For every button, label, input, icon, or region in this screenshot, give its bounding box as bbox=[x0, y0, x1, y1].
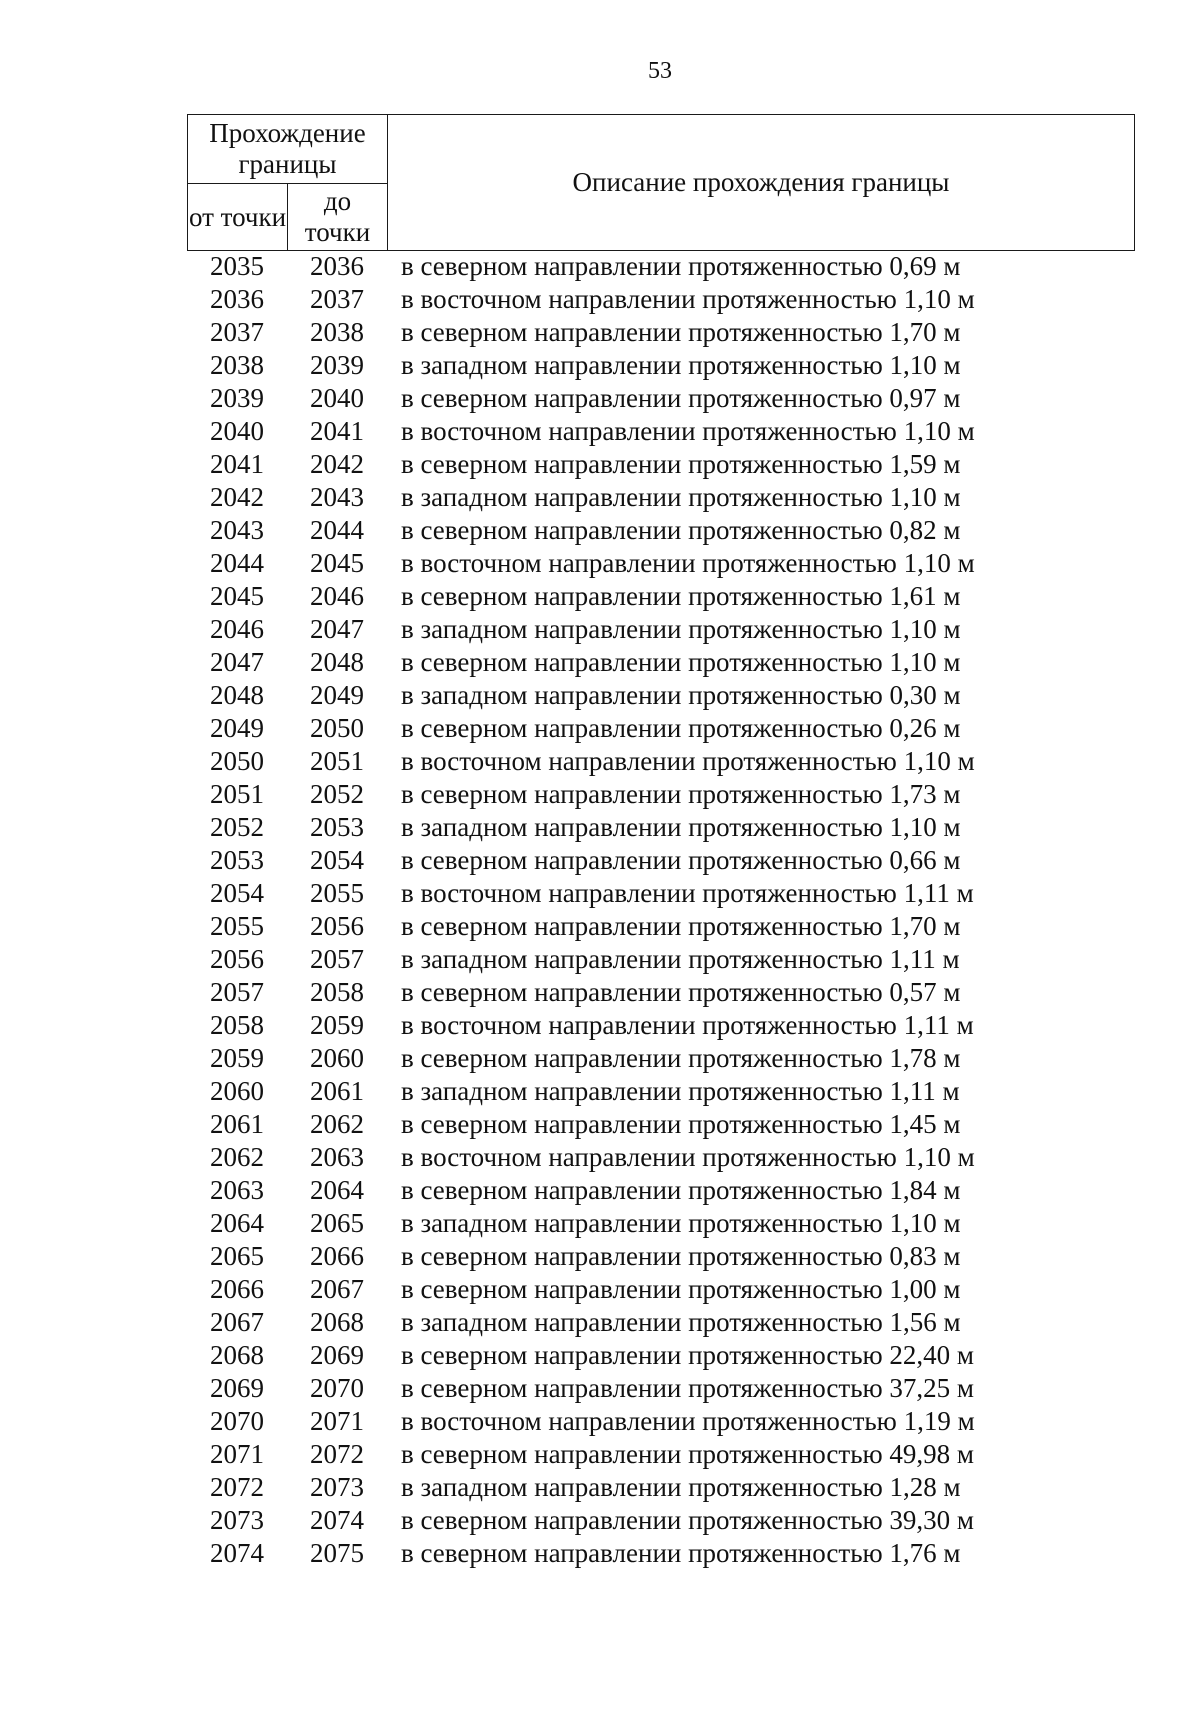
description-cell: в западном направлении протяженностью 1,10 м bbox=[401, 482, 961, 512]
description-cell: в западном направлении протяженностью 1,28 м bbox=[401, 1472, 961, 1502]
to-point-cell: 2069 bbox=[310, 1340, 364, 1370]
table-row bbox=[187, 1504, 1135, 1537]
to-point-cell: 2063 bbox=[310, 1142, 364, 1172]
description-cell: в северном направлении протяженностью 1,59 м bbox=[401, 449, 961, 479]
page-number: 53 bbox=[648, 58, 672, 84]
description-cell: в северном направлении протяженностью 1,61 м bbox=[401, 581, 961, 611]
from-point-cell: 2057 bbox=[210, 977, 264, 1007]
description-cell: в северном направлении протяженностью 1,70 м bbox=[401, 317, 961, 347]
table-row bbox=[187, 1372, 1135, 1405]
to-point-cell: 2071 bbox=[310, 1406, 364, 1436]
table-row bbox=[187, 349, 1135, 382]
to-point-cell: 2060 bbox=[310, 1043, 364, 1073]
from-point-cell: 2043 bbox=[210, 515, 264, 545]
from-point-cell: 2052 bbox=[210, 812, 264, 842]
from-point-cell: 2051 bbox=[210, 779, 264, 809]
header-to-cell bbox=[288, 184, 388, 251]
table-row bbox=[187, 811, 1135, 844]
to-point-cell: 2036 bbox=[310, 251, 364, 281]
header-from-label: от точки bbox=[188, 201, 287, 232]
to-point-cell: 2061 bbox=[310, 1076, 364, 1106]
from-point-cell: 2069 bbox=[210, 1373, 264, 1403]
header-description-cell bbox=[388, 115, 1135, 251]
table-row bbox=[187, 1174, 1135, 1207]
to-point-cell: 2053 bbox=[310, 812, 364, 842]
description-cell: в восточном направлении протяженностью 1,10 м bbox=[401, 1142, 975, 1172]
description-cell: в северном направлении протяженностью 1,76 м bbox=[401, 1538, 961, 1568]
to-point-cell: 2062 bbox=[310, 1109, 364, 1139]
description-cell: в восточном направлении протяженностью 1,11 м bbox=[401, 1010, 974, 1040]
to-point-cell: 2040 bbox=[310, 383, 364, 413]
to-point-cell: 2049 bbox=[310, 680, 364, 710]
to-point-cell: 2065 bbox=[310, 1208, 364, 1238]
from-point-cell: 2047 bbox=[210, 647, 264, 677]
from-point-cell: 2053 bbox=[210, 845, 264, 875]
to-point-cell: 2041 bbox=[310, 416, 364, 446]
description-cell: в западном направлении протяженностью 1,10 м bbox=[401, 1208, 961, 1238]
to-point-cell: 2047 bbox=[310, 614, 364, 644]
table-row bbox=[187, 1240, 1135, 1273]
description-cell: в северном направлении протяженностью 0,82 м bbox=[401, 515, 961, 545]
from-point-cell: 2067 bbox=[210, 1307, 264, 1337]
to-point-cell: 2055 bbox=[310, 878, 364, 908]
table-row bbox=[187, 745, 1135, 778]
table-row bbox=[187, 1537, 1135, 1570]
from-point-cell: 2073 bbox=[210, 1505, 264, 1535]
description-cell: в северном направлении протяженностью 1,78 м bbox=[401, 1043, 961, 1073]
description-cell: в восточном направлении протяженностью 1,10 м bbox=[401, 284, 975, 314]
table-row bbox=[187, 976, 1135, 1009]
to-point-cell: 2042 bbox=[310, 449, 364, 479]
description-cell: в западном направлении протяженностью 1,56 м bbox=[401, 1307, 961, 1337]
to-point-cell: 2050 bbox=[310, 713, 364, 743]
table-row bbox=[187, 844, 1135, 877]
from-point-cell: 2074 bbox=[210, 1538, 264, 1568]
from-point-cell: 2064 bbox=[210, 1208, 264, 1238]
table-row bbox=[187, 514, 1135, 547]
description-cell: в восточном направлении протяженностью 1,19 м bbox=[401, 1406, 975, 1436]
header-description-label: Описание прохождения границы bbox=[572, 167, 950, 197]
description-cell: в северном направлении протяженностью 0,66 м bbox=[401, 845, 961, 875]
to-point-cell: 2037 bbox=[310, 284, 364, 314]
header-to-label: до точки bbox=[304, 186, 371, 247]
table-row bbox=[187, 1009, 1135, 1042]
description-cell: в северном направлении протяженностью 39,30 м bbox=[401, 1505, 975, 1535]
table-row bbox=[187, 1438, 1135, 1471]
from-point-cell: 2041 bbox=[210, 449, 264, 479]
to-point-cell: 2064 bbox=[310, 1175, 364, 1205]
table-row bbox=[187, 1471, 1135, 1504]
table-row bbox=[187, 1273, 1135, 1306]
from-point-cell: 2035 bbox=[210, 251, 264, 281]
header-group-cell bbox=[188, 115, 388, 184]
to-point-cell: 2059 bbox=[310, 1010, 364, 1040]
from-point-cell: 2062 bbox=[210, 1142, 264, 1172]
from-point-cell: 2060 bbox=[210, 1076, 264, 1106]
table-row bbox=[187, 283, 1135, 316]
description-cell: в западном направлении протяженностью 1,10 м bbox=[401, 812, 961, 842]
header-group-label: Прохождение границы bbox=[209, 118, 366, 179]
to-point-cell: 2075 bbox=[310, 1538, 364, 1568]
from-point-cell: 2038 bbox=[210, 350, 264, 380]
from-point-cell: 2048 bbox=[210, 680, 264, 710]
from-point-cell: 2070 bbox=[210, 1406, 264, 1436]
from-point-cell: 2049 bbox=[210, 713, 264, 743]
description-cell: в северном направлении протяженностью 0,26 м bbox=[401, 713, 961, 743]
table-row bbox=[187, 415, 1135, 448]
table-row bbox=[187, 547, 1135, 580]
table-row bbox=[187, 877, 1135, 910]
description-cell: в северном направлении протяженностью 0,83 м bbox=[401, 1241, 961, 1271]
table-row bbox=[187, 910, 1135, 943]
description-cell: в северном направлении протяженностью 0,57 м bbox=[401, 977, 961, 1007]
description-cell: в северном направлении протяженностью 22,40 м bbox=[401, 1340, 975, 1370]
table-row bbox=[187, 679, 1135, 712]
table-row bbox=[187, 778, 1135, 811]
to-point-cell: 2044 bbox=[310, 515, 364, 545]
description-cell: в западном направлении протяженностью 0,30 м bbox=[401, 680, 961, 710]
from-point-cell: 2042 bbox=[210, 482, 264, 512]
from-point-cell: 2050 bbox=[210, 746, 264, 776]
to-point-cell: 2074 bbox=[310, 1505, 364, 1535]
to-point-cell: 2039 bbox=[310, 350, 364, 380]
to-point-cell: 2051 bbox=[310, 746, 364, 776]
table-row bbox=[187, 580, 1135, 613]
to-point-cell: 2073 bbox=[310, 1472, 364, 1502]
table-row bbox=[187, 646, 1135, 679]
to-point-cell: 2070 bbox=[310, 1373, 364, 1403]
from-point-cell: 2071 bbox=[210, 1439, 264, 1469]
table-row bbox=[187, 1339, 1135, 1372]
description-cell: в западном направлении протяженностью 1,10 м bbox=[401, 350, 961, 380]
table-row bbox=[187, 1108, 1135, 1141]
description-cell: в восточном направлении протяженностью 1,10 м bbox=[401, 746, 975, 776]
to-point-cell: 2038 bbox=[310, 317, 364, 347]
description-cell: в северном направлении протяженностью 1,00 м bbox=[401, 1274, 961, 1304]
from-point-cell: 2063 bbox=[210, 1175, 264, 1205]
to-point-cell: 2056 bbox=[310, 911, 364, 941]
table-row bbox=[187, 1042, 1135, 1075]
to-point-cell: 2052 bbox=[310, 779, 364, 809]
description-cell: в северном направлении протяженностью 0,97 м bbox=[401, 383, 961, 413]
to-point-cell: 2058 bbox=[310, 977, 364, 1007]
from-point-cell: 2056 bbox=[210, 944, 264, 974]
to-point-cell: 2067 bbox=[310, 1274, 364, 1304]
description-cell: в восточном направлении протяженностью 1,11 м bbox=[401, 878, 974, 908]
table-row bbox=[187, 316, 1135, 349]
description-cell: в северном направлении протяженностью 1,10 м bbox=[401, 647, 961, 677]
table-row bbox=[187, 712, 1135, 745]
to-point-cell: 2072 bbox=[310, 1439, 364, 1469]
description-cell: в восточном направлении протяженностью 1,10 м bbox=[401, 416, 975, 446]
to-point-cell: 2054 bbox=[310, 845, 364, 875]
description-cell: в западном направлении протяженностью 1,10 м bbox=[401, 614, 961, 644]
to-point-cell: 2043 bbox=[310, 482, 364, 512]
table-row bbox=[187, 613, 1135, 646]
from-point-cell: 2037 bbox=[210, 317, 264, 347]
description-cell: в северном направлении протяженностью 1,45 м bbox=[401, 1109, 961, 1139]
description-cell: в западном направлении протяженностью 1,11 м bbox=[401, 944, 960, 974]
description-cell: в западном направлении протяженностью 1,11 м bbox=[401, 1076, 960, 1106]
table-body bbox=[187, 250, 1135, 1570]
table-row bbox=[187, 382, 1135, 415]
table-row bbox=[187, 250, 1135, 283]
table-row bbox=[187, 1141, 1135, 1174]
from-point-cell: 2045 bbox=[210, 581, 264, 611]
from-point-cell: 2065 bbox=[210, 1241, 264, 1271]
table-row bbox=[187, 1306, 1135, 1339]
table-header bbox=[187, 114, 1135, 251]
from-point-cell: 2072 bbox=[210, 1472, 264, 1502]
from-point-cell: 2039 bbox=[210, 383, 264, 413]
description-cell: в северном направлении протяженностью 1,73 м bbox=[401, 779, 961, 809]
description-cell: в северном направлении протяженностью 0,69 м bbox=[401, 251, 961, 281]
from-point-cell: 2068 bbox=[210, 1340, 264, 1370]
description-cell: в северном направлении протяженностью 1,84 м bbox=[401, 1175, 961, 1205]
to-point-cell: 2045 bbox=[310, 548, 364, 578]
table-row bbox=[187, 943, 1135, 976]
table-row bbox=[187, 448, 1135, 481]
to-point-cell: 2068 bbox=[310, 1307, 364, 1337]
from-point-cell: 2058 bbox=[210, 1010, 264, 1040]
to-point-cell: 2057 bbox=[310, 944, 364, 974]
header-from-cell bbox=[188, 184, 288, 251]
from-point-cell: 2066 bbox=[210, 1274, 264, 1304]
from-point-cell: 2055 bbox=[210, 911, 264, 941]
table-row bbox=[187, 1405, 1135, 1438]
from-point-cell: 2040 bbox=[210, 416, 264, 446]
from-point-cell: 2046 bbox=[210, 614, 264, 644]
description-cell: в восточном направлении протяженностью 1,10 м bbox=[401, 548, 975, 578]
description-cell: в северном направлении протяженностью 37,25 м bbox=[401, 1373, 975, 1403]
table-row bbox=[187, 1075, 1135, 1108]
to-point-cell: 2048 bbox=[310, 647, 364, 677]
from-point-cell: 2061 bbox=[210, 1109, 264, 1139]
table-row bbox=[187, 1207, 1135, 1240]
from-point-cell: 2044 bbox=[210, 548, 264, 578]
description-cell: в северном направлении протяженностью 1,70 м bbox=[401, 911, 961, 941]
from-point-cell: 2054 bbox=[210, 878, 264, 908]
from-point-cell: 2059 bbox=[210, 1043, 264, 1073]
description-cell: в северном направлении протяженностью 49,98 м bbox=[401, 1439, 975, 1469]
to-point-cell: 2046 bbox=[310, 581, 364, 611]
to-point-cell: 2066 bbox=[310, 1241, 364, 1271]
from-point-cell: 2036 bbox=[210, 284, 264, 314]
table-row bbox=[187, 481, 1135, 514]
